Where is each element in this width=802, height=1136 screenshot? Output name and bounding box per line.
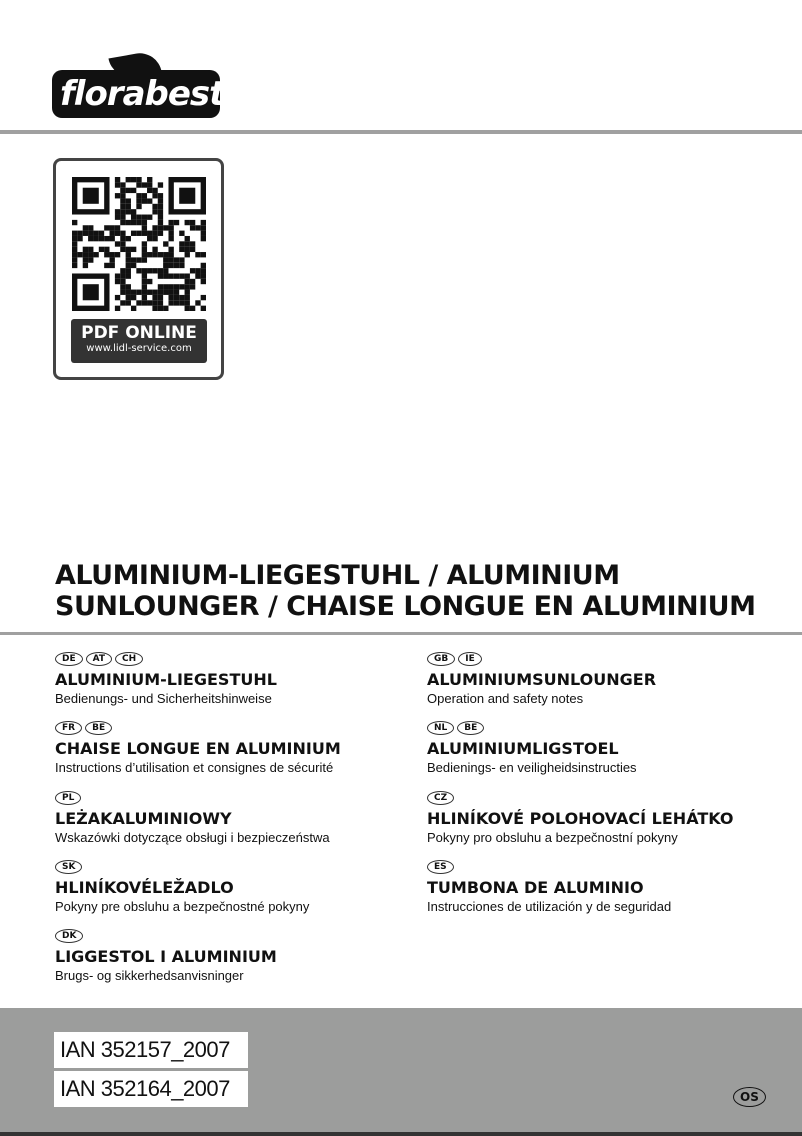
section-heading: ALUMINIUM-LIEGESTUHL [55,670,277,689]
country-badges [427,860,671,874]
country-badge: PL [55,791,81,805]
country-badge: NL [427,721,454,735]
country-badge: AT [86,652,112,666]
country-badges [427,791,734,805]
language-section [427,652,656,706]
language-section [55,791,330,845]
title-line-1: ALUMINIUM-LIEGESTUHL / ALUMINIUM [55,560,620,591]
ian-number: IAN 352164_2007 [54,1071,248,1107]
country-badge: IE [458,652,482,666]
country-badges [55,721,341,735]
section-subtitle: Instructions d’utilisation et consignes de sécurité [55,760,334,775]
brand-logo [52,70,225,118]
country-badge: SK [55,860,82,874]
pdf-online-badge [71,319,207,363]
country-badge: CH [115,652,143,666]
section-heading: TUMBONA DE ALUMINIO [427,878,644,897]
qr-panel [53,158,224,380]
country-badge: FR [55,721,82,735]
country-code-badge: OS [733,1087,766,1107]
section-heading: LIGGESTOL I ALUMINIUM [55,947,277,966]
country-badges [55,929,277,943]
language-section [427,721,637,775]
pdf-online-url: www.lidl-service.com [86,343,192,354]
pdf-online-label: PDF ONLINE [81,323,197,343]
section-subtitle: Operation and safety notes [427,691,584,706]
ian-number: IAN 352157_2007 [54,1032,248,1068]
language-section [55,860,309,914]
section-subtitle: Bedienings- en veiligheidsinstructies [427,760,637,775]
bottom-rule [0,1132,802,1136]
section-heading: ALUMINIUMSUNLOUNGER [427,670,657,689]
country-badges [55,791,330,805]
country-badge: CZ [427,791,454,805]
qr-code-icon[interactable] [72,177,206,311]
section-heading: CHAISE LONGUE EN ALUMINIUM [55,739,341,758]
country-badge: ES [427,860,454,874]
country-badges [427,652,656,666]
divider [0,130,802,134]
language-section [427,791,734,845]
page-title [55,560,755,622]
section-subtitle: Pokyny pre obsluhu a bezpečnostné pokyny [55,899,310,914]
country-badge: BE [457,721,484,735]
section-heading: LEŻAKALUMINIOWY [55,809,232,828]
section-subtitle: Instrucciones de utilización y de seguridad [427,899,672,914]
section-subtitle: Bedienungs- und Sicherheitshinweise [55,691,272,706]
language-section [55,652,277,706]
section-subtitle: Brugs- og sikkerhedsanvisninger [55,968,244,983]
country-badge: BE [85,721,112,735]
section-heading: HLINÍKOVÉLEŽADLO [55,878,234,897]
section-heading: ALUMINIUMLIGSTOEL [427,739,619,758]
section-subtitle: Pokyny pro obsluhu a bezpečnostní pokyny [427,830,678,845]
divider [0,632,802,635]
brand-name: florabest [60,74,225,114]
language-section [55,929,277,983]
country-badge: GB [427,652,455,666]
country-badges [55,652,277,666]
country-badge: DE [55,652,83,666]
country-badge: DK [55,929,83,943]
language-section [427,860,671,914]
section-subtitle: Wskazówki dotyczące obsługi i bezpieczeństwa [55,830,330,845]
title-line-2: SUNLOUNGER / CHAISE LONGUE EN ALUMINIUM [55,591,756,622]
language-section [55,721,341,775]
country-badges [427,721,637,735]
section-heading: HLINÍKOVÉ POLOHOVACÍ LEHÁTKO [427,809,734,828]
country-badges [55,860,309,874]
